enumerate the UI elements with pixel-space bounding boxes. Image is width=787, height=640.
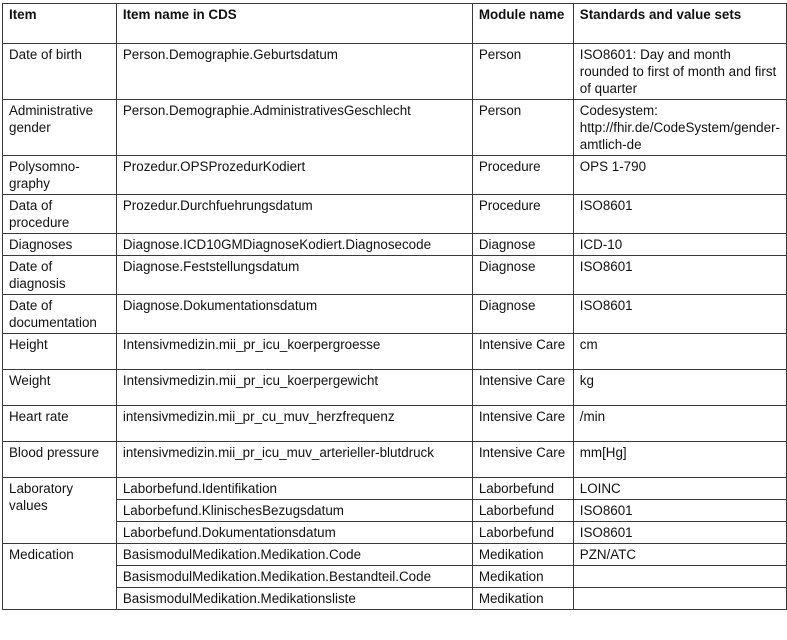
table-row	[3, 295, 787, 334]
cell-item: Diagnoses	[3, 234, 117, 256]
cell-standard: Codesystem: http://fhir.de/CodeSystem/gender-amtlich-de	[573, 100, 786, 156]
table-row	[3, 566, 787, 588]
cell-module: Intensive Care	[472, 442, 573, 478]
cell-standard: ISO8601	[573, 295, 786, 334]
table-row	[3, 156, 787, 195]
header-module-name: Module name	[472, 4, 573, 44]
cell-item: Weight	[3, 370, 117, 406]
cell-module: Intensive Care	[472, 406, 573, 442]
cell-item: Laboratory values	[3, 478, 117, 544]
table-row	[3, 44, 787, 100]
header-standards: Standards and value sets	[573, 4, 786, 44]
header-item: Item	[3, 4, 117, 44]
cell-standard: /min	[573, 406, 786, 442]
cell-module: Diagnose	[472, 256, 573, 295]
cell-standard: LOINC	[573, 478, 786, 500]
cell-item: Data of procedure	[3, 195, 117, 234]
table-row	[3, 195, 787, 234]
cell-module: Medikation	[472, 544, 573, 566]
cell-standard: PZN/ATC	[573, 544, 786, 566]
cell-module: Diagnose	[472, 234, 573, 256]
cell-item: Date of diagnosis	[3, 256, 117, 295]
cell-name: Prozedur.Durchfuehrungsdatum	[116, 195, 472, 234]
cell-standard: ISO8601	[573, 195, 786, 234]
cell-name: Laborbefund.Dokumentationsdatum	[116, 522, 472, 544]
cell-item: Administrative gender	[3, 100, 117, 156]
cell-item: Height	[3, 334, 117, 370]
cell-name: Intensivmedizin.mii_pr_icu_koerpergroesse	[116, 334, 472, 370]
cell-name: Intensivmedizin.mii_pr_icu_koerpergewicht	[116, 370, 472, 406]
table-row	[3, 100, 787, 156]
cell-name: Diagnose.ICD10GMDiagnoseKodiert.Diagnosecode	[116, 234, 472, 256]
cell-module: Procedure	[472, 195, 573, 234]
cell-item: Date of documentation	[3, 295, 117, 334]
cell-name: Diagnose.Dokumentationsdatum	[116, 295, 472, 334]
header-row	[3, 4, 787, 44]
cell-standard	[573, 588, 786, 610]
cell-name: Diagnose.Feststellungsdatum	[116, 256, 472, 295]
table-row	[3, 370, 787, 406]
cell-item: Medication	[3, 544, 117, 610]
table-row	[3, 588, 787, 610]
cell-module: Diagnose	[472, 295, 573, 334]
cell-standard: ISO8601	[573, 500, 786, 522]
table-row	[3, 334, 787, 370]
cell-name: BasismodulMedikation.Medikation.Code	[116, 544, 472, 566]
cell-module: Medikation	[472, 566, 573, 588]
cell-name: Person.Demographie.Geburtsdatum	[116, 44, 472, 100]
table-row	[3, 406, 787, 442]
table-row	[3, 234, 787, 256]
cell-module: Intensive Care	[472, 370, 573, 406]
table-row	[3, 522, 787, 544]
cell-module: Laborbefund	[472, 500, 573, 522]
cell-module: Person	[472, 44, 573, 100]
cell-module: Person	[472, 100, 573, 156]
cell-module: Intensive Care	[472, 334, 573, 370]
cell-name: Laborbefund.KlinischesBezugsdatum	[116, 500, 472, 522]
cell-module: Laborbefund	[472, 522, 573, 544]
cell-standard: cm	[573, 334, 786, 370]
cell-standard: ISO8601	[573, 256, 786, 295]
cell-name: BasismodulMedikation.Medikation.Bestandteil.Code	[116, 566, 472, 588]
cell-item: Date of birth	[3, 44, 117, 100]
cell-name: Prozedur.OPSProzedurKodiert	[116, 156, 472, 195]
cell-name: intensivmedizin.mii_pr_icu_muv_arterieller-blutdruck	[116, 442, 472, 478]
cell-name: Laborbefund.Identifikation	[116, 478, 472, 500]
cell-standard: OPS 1-790	[573, 156, 786, 195]
cell-module: Procedure	[472, 156, 573, 195]
cell-name: Person.Demographie.AdministrativesGeschlecht	[116, 100, 472, 156]
cell-name: intensivmedizin.mii_pr_cu_muv_herzfrequenz	[116, 406, 472, 442]
cell-standard: mm[Hg]	[573, 442, 786, 478]
cell-item: Polysomno-graphy	[3, 156, 117, 195]
cell-module: Medikation	[472, 588, 573, 610]
cell-standard	[573, 566, 786, 588]
table-row	[3, 500, 787, 522]
cell-module: Laborbefund	[472, 478, 573, 500]
table-row	[3, 478, 787, 500]
header-item-name: Item name in CDS	[116, 4, 472, 44]
table-row	[3, 544, 787, 566]
cds-items-table	[2, 3, 787, 610]
cell-standard: kg	[573, 370, 786, 406]
cell-standard: ISO8601: Day and month rounded to first of month and first of quarter	[573, 44, 786, 100]
cell-item: Blood pressure	[3, 442, 117, 478]
cell-item: Heart rate	[3, 406, 117, 442]
cell-name: BasismodulMedikation.Medikationsliste	[116, 588, 472, 610]
cell-standard: ISO8601	[573, 522, 786, 544]
table-row	[3, 442, 787, 478]
table-row	[3, 256, 787, 295]
cell-standard: ICD-10	[573, 234, 786, 256]
